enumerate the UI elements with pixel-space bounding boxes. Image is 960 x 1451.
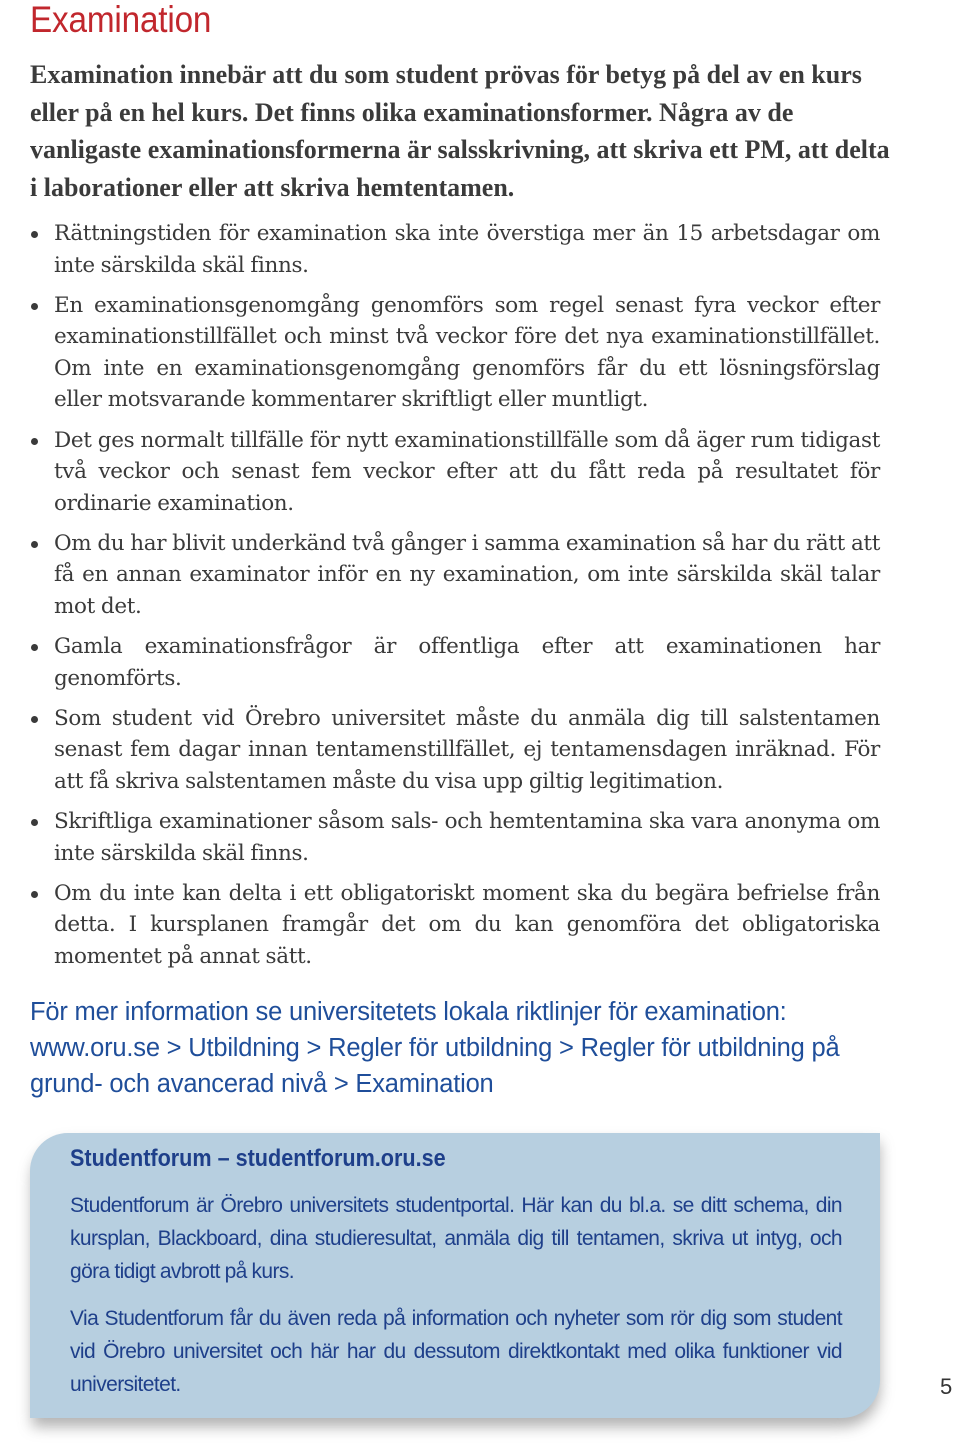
- list-item: Som student vid Örebro universitet måste du anmäla dig till salstentamen senast fem dagar innan tentamenstillfället, ej tentamensdagen inräknad. För att få skriva salstentamen måste du visa upp giltig legitimation.: [30, 703, 880, 798]
- intro-paragraph: Examination innebär att du som student prövas för betyg på del av en kurs eller på en hel kurs. Det finns olika examinationsformer. Några av de vanligaste examinationsformerna är salsskrivning, att skriva ett PM, att delta i laborationer eller att skriva hemtentamen.: [30, 60, 890, 202]
- studentforum-paragraph: Studentforum är Örebro universitets studentportal. Här kan du bl.a. se ditt schema, din kursplan, Blackboard, dina studieresultat, anmäla dig till tentamen, skriva ut intyg, och göra tidigt avbrott på kurs.: [70, 1194, 842, 1283]
- list-item: Gamla examinationsfrågor är offentliga efter att examinationen har genomförts.: [30, 631, 880, 694]
- studentforum-info-box: [30, 1133, 880, 1418]
- rules-list: [30, 218, 880, 981]
- studentforum-paragraph: Via Studentforum får du även reda på information och nyheter som rör dig som student vid Örebro universitet och här har du dessutom direktkontakt med olika funktioner vid universitetet.: [70, 1307, 842, 1396]
- list-item: Rättningstiden för examination ska inte överstiga mer än 15 arbetsdagar om inte särskilda skäl finns.: [30, 218, 880, 281]
- list-item: En examinationsgenomgång genomförs som regel senast fyra veckor efter examinationstillfället och minst två veckor före det nya examinationstillfället. Om inte en examinationsgenomgång genomförs får du ett lösningsförslag eller motsvarande kommentarer skriftligt eller muntligt.: [30, 290, 880, 416]
- list-item: Om du har blivit underkänd två gånger i samma examination så har du rätt att få en annan examinator inför en ny examination, om inte särskilda skäl talar mot det.: [30, 528, 880, 623]
- list-item: Skriftliga examinationer såsom sals- och hemtentamina ska vara anonyma om inte särskilda skäl finns.: [30, 806, 880, 869]
- list-item: Om du inte kan delta i ett obligatoriskt moment ska du begära befrielse från detta. I kursplanen framgår det om du kan genomföra det obligatoriska momentet på annat sätt.: [30, 878, 880, 973]
- more-information-text: För mer information se universitetets lokala riktlinjer för examination: www.oru.se > Utbildning > Regler för utbildning > Regler för utbildning på grund- och avancerad nivå > Examination: [30, 998, 840, 1098]
- page-number: 5: [940, 1374, 953, 1399]
- studentforum-title: Studentforum – studentforum.oru.se: [70, 1145, 446, 1172]
- page-heading: Examination: [30, 0, 212, 40]
- list-item: Det ges normalt tillfälle för nytt examinationstillfälle som då äger rum tidigast två veckor och senast fem veckor efter att du fått reda på resultatet för ordinarie examination.: [30, 425, 880, 520]
